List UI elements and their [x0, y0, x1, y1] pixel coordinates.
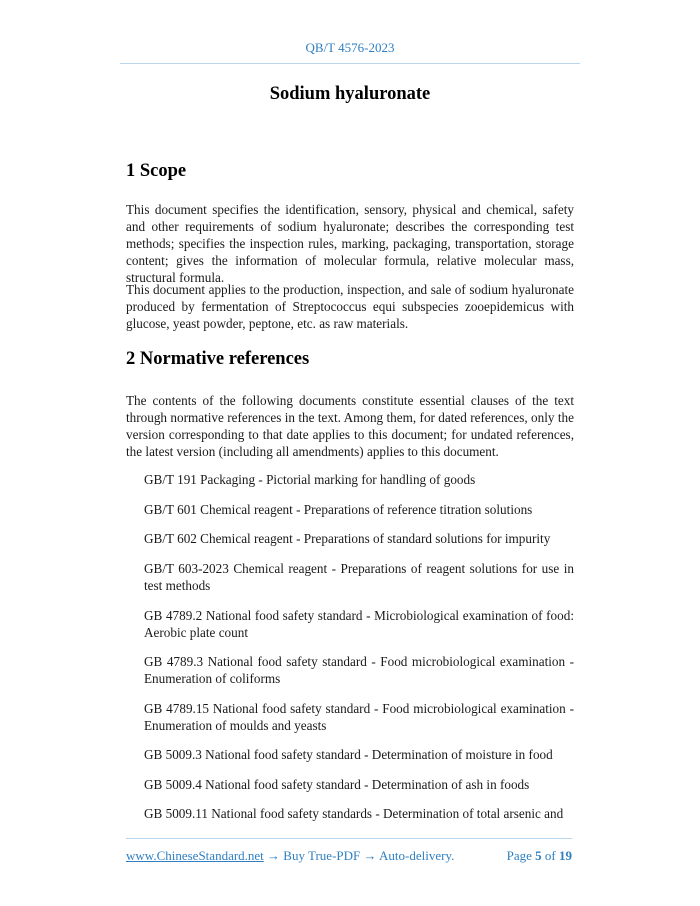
scope-paragraph-1	[126, 201, 574, 286]
reference-item: GB 4789.3 National food safety standard - Food microbiological examination - Enumeration of coliforms	[144, 654, 574, 686]
page-indicator	[507, 848, 572, 864]
page-total: 19	[559, 848, 572, 863]
promo-text: → Buy True-PDF → Auto-delivery.	[263, 848, 455, 863]
website-link[interactable]: www.ChineseStandard.net	[126, 848, 264, 863]
document-title: Sodium hyaluronate	[269, 84, 431, 104]
reference-item: GB/T 602 Chemical reagent - Preparations of standard solutions for impurity	[144, 531, 551, 546]
page-footer	[126, 848, 572, 864]
reference-item: GB/T 601 Chemical reagent - Preparations of reference titration solutions	[144, 502, 533, 517]
page-of-label: of	[544, 848, 556, 863]
footer-divider	[126, 838, 572, 839]
section-heading-normative-references: 2 Normative references	[126, 349, 310, 369]
reference-item: GB/T 603-2023 Chemical reagent - Preparations of reagent solutions for use in test methods	[144, 561, 574, 593]
document-code-header: QB/T 4576-2023	[305, 40, 395, 55]
paragraph-text: This document applies to the production, inspection, and sale of sodium hyaluronate produced by fermentation of Streptococcus equi subspecies zooepidemicus with glucose, yeast powder, peptone, etc. as raw materials.	[126, 282, 574, 331]
section-heading-scope: 1 Scope	[126, 161, 187, 181]
reference-item: GB/T 191 Packaging - Pictorial marking for handling of goods	[144, 472, 476, 487]
page-current: 5	[535, 848, 542, 863]
reference-item: GB 5009.3 National food safety standard - Determination of moisture in food	[144, 747, 553, 762]
normative-references-intro	[126, 392, 574, 460]
header-divider	[120, 63, 580, 64]
reference-item: GB 4789.2 National food safety standard - Microbiological examination of food: Aerobic plate count	[144, 608, 574, 640]
reference-item: GB 5009.4 National food safety standard - Determination of ash in foods	[144, 777, 530, 792]
paragraph-text: This document specifies the identification, sensory, physical and chemical, safety and other requirements of sodium hyaluronate; describes the corresponding test methods; specifies the inspection rules, marking, packaging, transportation, storage content; gives the information of molecular formula, relative molecular mass, structural formula.	[126, 202, 574, 285]
reference-item: GB 5009.11 National food safety standards - Determination of total arsenic and	[144, 806, 564, 821]
reference-item: GB 4789.15 National food safety standard - Food microbiological examination - Enumeration of moulds and yeasts	[144, 701, 574, 733]
paragraph-text: The contents of the following documents constitute essential clauses of the text through normative references in the text. Among them, for dated references, only the version corresponding to that date applies to this document; for undated references, the latest version (including all amendments) applies to this document.	[126, 393, 574, 459]
scope-paragraph-2	[126, 281, 574, 332]
page-label: Page	[506, 848, 532, 863]
